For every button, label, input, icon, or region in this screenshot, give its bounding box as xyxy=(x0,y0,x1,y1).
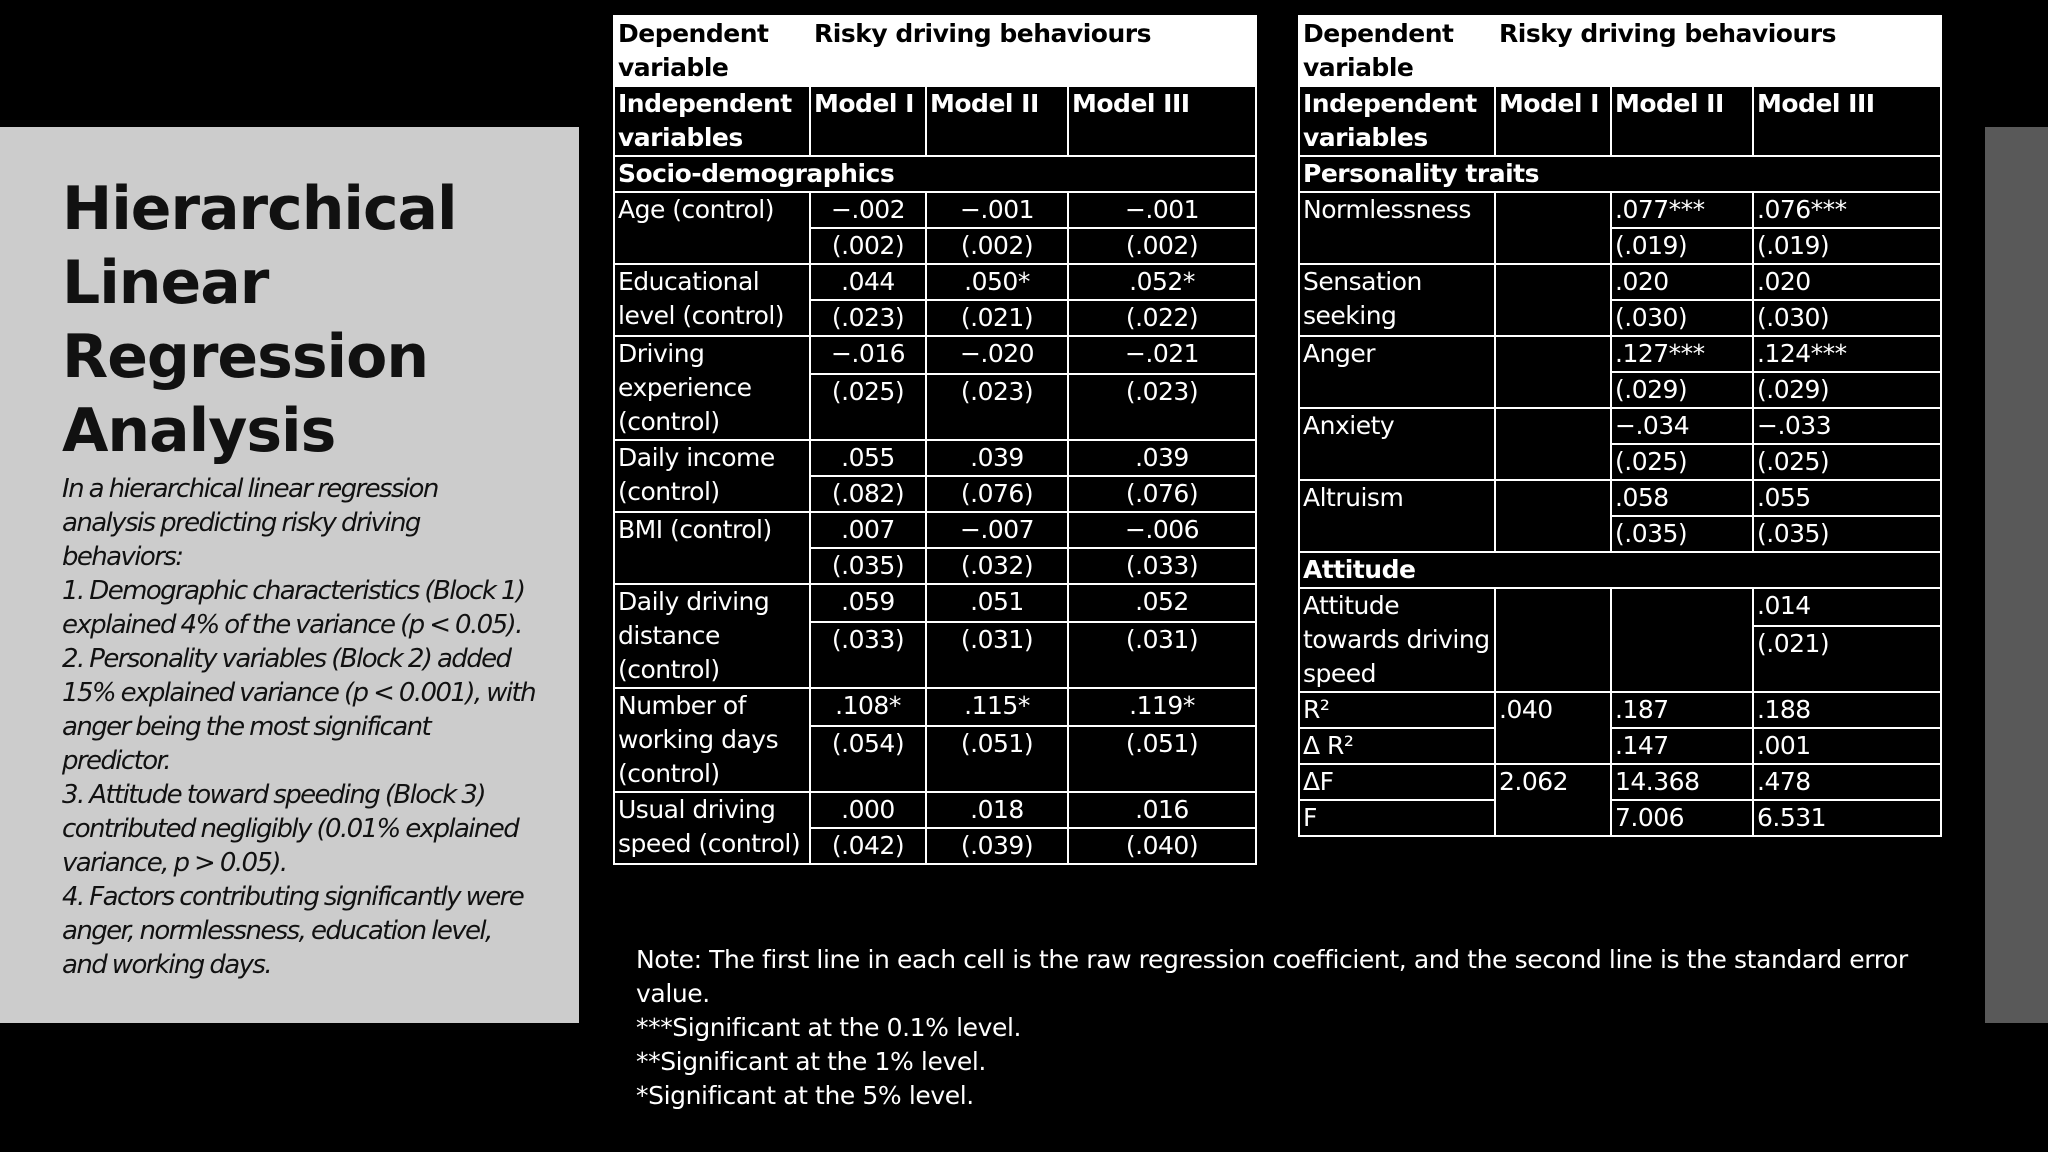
coefficient-cell: .020 xyxy=(1753,264,1941,300)
std-error-cell: (.051) xyxy=(1068,726,1256,792)
coefficient-cell: .014 xyxy=(1753,588,1941,626)
variable-label: Normlessness xyxy=(1299,192,1495,264)
std-error-cell: (.002) xyxy=(1068,228,1256,264)
coefficient-cell: .058 xyxy=(1611,480,1753,516)
std-error-cell: (.032) xyxy=(926,548,1068,584)
table-row xyxy=(614,192,1256,228)
coefficient-cell: .077*** xyxy=(1611,192,1753,228)
std-error-cell: (.031) xyxy=(1068,622,1256,688)
stat-value: .147 xyxy=(1611,728,1753,764)
empty-cell xyxy=(1495,408,1611,480)
note-line: **Significant at the 1% level. xyxy=(636,1047,986,1076)
coefficient-cell: .052* xyxy=(1068,264,1256,300)
std-error-cell: (.035) xyxy=(810,548,926,584)
table-row xyxy=(1299,336,1941,372)
table-header-row xyxy=(614,16,1256,86)
coefficient-cell: .076*** xyxy=(1753,192,1941,228)
stat-value: .187 xyxy=(1611,692,1753,728)
coefficient-cell: .119* xyxy=(1068,688,1256,726)
variable-label: Sensation seeking xyxy=(1299,264,1495,336)
variable-label: Altruism xyxy=(1299,480,1495,552)
model-2-header: Model II xyxy=(1611,86,1753,156)
empty-cell xyxy=(1495,264,1611,336)
title-line: Linear xyxy=(62,248,269,318)
coefficient-cell: .018 xyxy=(926,792,1068,828)
title-line: Hierarchical xyxy=(62,174,457,244)
table-header-row xyxy=(1299,16,1941,86)
table-row xyxy=(614,584,1256,622)
coefficient-cell: .050* xyxy=(926,264,1068,300)
coefficient-cell: −.001 xyxy=(926,192,1068,228)
std-error-cell: (.042) xyxy=(810,828,926,864)
table-row xyxy=(1299,480,1941,516)
coefficient-cell: .020 xyxy=(1611,264,1753,300)
section-row xyxy=(1299,156,1941,192)
std-error-cell: (.023) xyxy=(926,374,1068,440)
section-row xyxy=(1299,552,1941,588)
summary-text xyxy=(62,472,535,982)
model-2-header: Model II xyxy=(926,86,1068,156)
variable-label: Driving experience (control) xyxy=(614,336,810,440)
coefficient-cell: .039 xyxy=(926,440,1068,476)
variable-label: Number of working days (control) xyxy=(614,688,810,792)
table-row xyxy=(614,264,1256,300)
section-row xyxy=(614,156,1256,192)
std-error-cell: (.040) xyxy=(1068,828,1256,864)
table-row xyxy=(1299,264,1941,300)
coefficient-cell: .055 xyxy=(810,440,926,476)
variable-label: Educational level (control) xyxy=(614,264,810,336)
std-error-cell: (.022) xyxy=(1068,300,1256,336)
std-error-cell: (.023) xyxy=(810,300,926,336)
variable-label: Age (control) xyxy=(614,192,810,264)
variable-label: Usual driving speed (control) xyxy=(614,792,810,864)
independent-variables-label: Independent variables xyxy=(1299,86,1495,156)
section-heading: Socio-demographics xyxy=(614,156,1256,192)
coefficient-cell: −.006 xyxy=(1068,512,1256,548)
coefficient-cell: .108* xyxy=(810,688,926,726)
dependent-variable-value: Risky driving behaviours xyxy=(1495,16,1941,86)
stat-label: Δ R² xyxy=(1299,728,1495,764)
summary-line: 15% explained variance (p < 0.001), with xyxy=(62,678,535,708)
variable-label: Anger xyxy=(1299,336,1495,408)
table-note xyxy=(636,943,1936,1113)
coefficient-cell: −.001 xyxy=(1068,192,1256,228)
empty-cell xyxy=(1495,480,1611,552)
model-1-header: Model I xyxy=(810,86,926,156)
coefficient-cell: .115* xyxy=(926,688,1068,726)
std-error-cell: (.076) xyxy=(926,476,1068,512)
stat-value: 6.531 xyxy=(1753,800,1941,836)
coefficient-cell: .059 xyxy=(810,584,926,622)
stat-value: 2.062 xyxy=(1495,764,1611,836)
std-error-cell: (.002) xyxy=(926,228,1068,264)
variable-label: Anxiety xyxy=(1299,408,1495,480)
table-row xyxy=(614,792,1256,828)
std-error-cell: (.025) xyxy=(1753,444,1941,480)
std-error-cell: (.019) xyxy=(1753,228,1941,264)
dependent-variable-label: Dependent variable xyxy=(614,16,810,86)
table-row xyxy=(1299,408,1941,444)
variable-label: Daily income (control) xyxy=(614,440,810,512)
coefficient-cell: .039 xyxy=(1068,440,1256,476)
coefficient-cell: .044 xyxy=(810,264,926,300)
independent-variables-label: Independent variables xyxy=(614,86,810,156)
table-row xyxy=(1299,800,1941,836)
empty-cell xyxy=(1495,192,1611,264)
table-subheader-row xyxy=(614,86,1256,156)
stat-value: .040 xyxy=(1495,692,1611,764)
coefficient-cell: .016 xyxy=(1068,792,1256,828)
std-error-cell: (.033) xyxy=(1068,548,1256,584)
dependent-variable-label: Dependent variable xyxy=(1299,16,1495,86)
std-error-cell: (.025) xyxy=(1611,444,1753,480)
variable-label: Attitude towards driving speed xyxy=(1299,588,1495,692)
coefficient-cell: −.016 xyxy=(810,336,926,374)
summary-line: behaviors: xyxy=(62,542,183,572)
model-3-header: Model III xyxy=(1753,86,1941,156)
summary-line: anger, normlessness, education level, xyxy=(62,916,492,946)
dependent-variable-value: Risky driving behaviours xyxy=(810,16,1256,86)
summary-line: variance, p > 0.05). xyxy=(62,848,287,878)
coefficient-cell: −.002 xyxy=(810,192,926,228)
std-error-cell: (.031) xyxy=(926,622,1068,688)
note-line: *Significant at the 5% level. xyxy=(636,1081,974,1110)
variable-label: Daily driving distance (control) xyxy=(614,584,810,688)
summary-line: anger being the most significant xyxy=(62,712,431,742)
std-error-cell: (.025) xyxy=(810,374,926,440)
section-heading: Personality traits xyxy=(1299,156,1941,192)
summary-line: contributed negligibly (0.01% explained xyxy=(62,814,519,844)
stat-label: F xyxy=(1299,800,1495,836)
coefficient-cell: −.007 xyxy=(926,512,1068,548)
summary-line: 4. Factors contributing significantly were xyxy=(62,882,524,912)
stat-value: .001 xyxy=(1753,728,1941,764)
std-error-cell: (.035) xyxy=(1611,516,1753,552)
std-error-cell: (.030) xyxy=(1611,300,1753,336)
std-error-cell: (.051) xyxy=(926,726,1068,792)
std-error-cell: (.033) xyxy=(810,622,926,688)
note-line: ***Significant at the 0.1% level. xyxy=(636,1013,1022,1042)
coefficient-cell: .007 xyxy=(810,512,926,548)
regression-table-socio-demographics xyxy=(613,15,1257,865)
stat-label: R² xyxy=(1299,692,1495,728)
regression-table-personality-attitude xyxy=(1298,15,1942,837)
table-subheader-row xyxy=(1299,86,1941,156)
std-error-cell: (.021) xyxy=(926,300,1068,336)
std-error-cell: (.030) xyxy=(1753,300,1941,336)
note-line: Note: The first line in each cell is the raw regression coefficient, and the second line is the standard error xyxy=(636,945,1908,974)
table-row xyxy=(614,512,1256,548)
empty-cell xyxy=(1611,588,1753,692)
summary-line: and working days. xyxy=(62,950,272,980)
stat-value: .478 xyxy=(1753,764,1941,800)
table-row xyxy=(1299,588,1941,626)
std-error-cell: (.054) xyxy=(810,726,926,792)
stat-label: ΔF xyxy=(1299,764,1495,800)
summary-line: In a hierarchical linear regression xyxy=(62,474,438,504)
coefficient-cell: .124*** xyxy=(1753,336,1941,372)
coefficient-cell: .055 xyxy=(1753,480,1941,516)
table-row xyxy=(1299,692,1941,728)
coefficient-cell: .000 xyxy=(810,792,926,828)
table-row xyxy=(614,688,1256,726)
empty-cell xyxy=(1495,336,1611,408)
stat-value: .188 xyxy=(1753,692,1941,728)
summary-line: 1. Demographic characteristics (Block 1) xyxy=(62,576,525,606)
table-row xyxy=(1299,192,1941,228)
coefficient-cell: .051 xyxy=(926,584,1068,622)
std-error-cell: (.002) xyxy=(810,228,926,264)
right-side-strip xyxy=(1985,127,2048,1023)
summary-line: predictor. xyxy=(62,746,170,776)
table-row xyxy=(1299,764,1941,800)
title-line: Regression xyxy=(62,322,429,392)
coefficient-cell: −.021 xyxy=(1068,336,1256,374)
std-error-cell: (.082) xyxy=(810,476,926,512)
coefficient-cell: −.033 xyxy=(1753,408,1941,444)
stat-value: 7.006 xyxy=(1611,800,1753,836)
note-line: value. xyxy=(636,979,710,1008)
std-error-cell: (.029) xyxy=(1753,372,1941,408)
std-error-cell: (.039) xyxy=(926,828,1068,864)
std-error-cell: (.035) xyxy=(1753,516,1941,552)
summary-line: analysis predicting risky driving xyxy=(62,508,420,538)
std-error-cell: (.076) xyxy=(1068,476,1256,512)
model-1-header: Model I xyxy=(1495,86,1611,156)
section-heading: Attitude xyxy=(1299,552,1941,588)
table-row xyxy=(614,440,1256,476)
coefficient-cell: .127*** xyxy=(1611,336,1753,372)
slide-title xyxy=(62,172,562,468)
coefficient-cell: −.034 xyxy=(1611,408,1753,444)
std-error-cell: (.023) xyxy=(1068,374,1256,440)
variable-label: BMI (control) xyxy=(614,512,810,584)
std-error-cell: (.019) xyxy=(1611,228,1753,264)
coefficient-cell: .052 xyxy=(1068,584,1256,622)
summary-line: 3. Attitude toward speeding (Block 3) xyxy=(62,780,485,810)
std-error-cell: (.021) xyxy=(1753,626,1941,692)
empty-cell xyxy=(1495,588,1611,692)
model-3-header: Model III xyxy=(1068,86,1256,156)
table-row xyxy=(1299,728,1941,764)
table-row xyxy=(614,336,1256,374)
std-error-cell: (.029) xyxy=(1611,372,1753,408)
coefficient-cell: −.020 xyxy=(926,336,1068,374)
summary-line: 2. Personality variables (Block 2) added xyxy=(62,644,511,674)
title-line: Analysis xyxy=(62,396,336,466)
summary-line: explained 4% of the variance (p < 0.05). xyxy=(62,610,522,640)
stat-value: 14.368 xyxy=(1611,764,1753,800)
